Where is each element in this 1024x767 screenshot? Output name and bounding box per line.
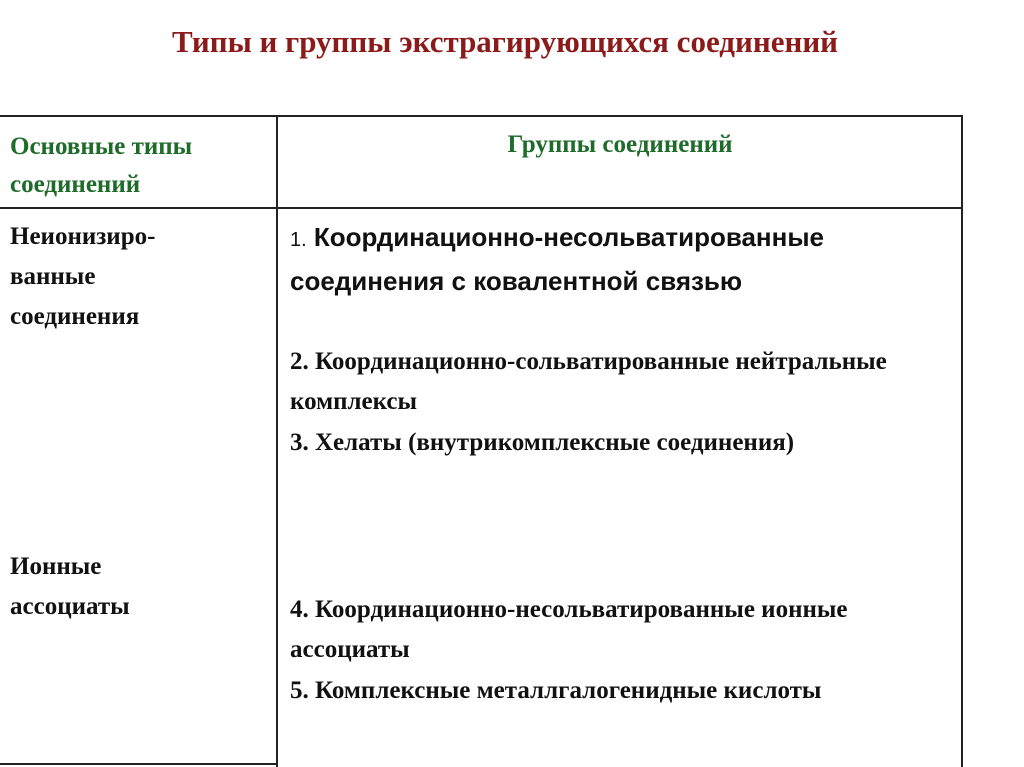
header-compound-groups: Группы соединений bbox=[507, 131, 733, 158]
table-right-border bbox=[961, 115, 963, 767]
group-item-4: 4. Координационно-несольватированные ионные ассоциаты bbox=[290, 596, 848, 663]
type-non-ionized-line: соединения bbox=[10, 303, 140, 330]
group-item-2: 2. Координационно-сольватированные нейтральные комплексы bbox=[290, 348, 887, 415]
table-column-divider bbox=[276, 115, 278, 767]
table-top-border bbox=[0, 115, 963, 117]
group-item-1-text: Координационно-несольватированные соединения с ковалентной связью bbox=[290, 222, 825, 296]
header-main-types: Основные типы соединений bbox=[10, 133, 193, 198]
page-title: Типы и группы экстрагирующихся соединений bbox=[171, 24, 839, 59]
group-item-1-number: 1. bbox=[290, 229, 307, 251]
group-item-3: 3. Хелаты (внутрикомплексные соединения) bbox=[290, 429, 795, 456]
type-non-ionized-line: ванные bbox=[10, 263, 96, 290]
type-ionic-line: Ионные bbox=[10, 553, 102, 580]
type-ionic-associates bbox=[10, 547, 272, 627]
table-header-divider bbox=[0, 207, 963, 209]
type-non-ionized bbox=[10, 217, 272, 337]
type-non-ionized-line: Неионизиро- bbox=[10, 223, 156, 250]
group-item-5: 5. Комплексные металлгалогенидные кислоты bbox=[290, 677, 822, 704]
group-item-1 bbox=[290, 217, 950, 302]
table-bottom-border bbox=[0, 763, 278, 765]
type-ionic-line: ассоциаты bbox=[10, 593, 130, 620]
